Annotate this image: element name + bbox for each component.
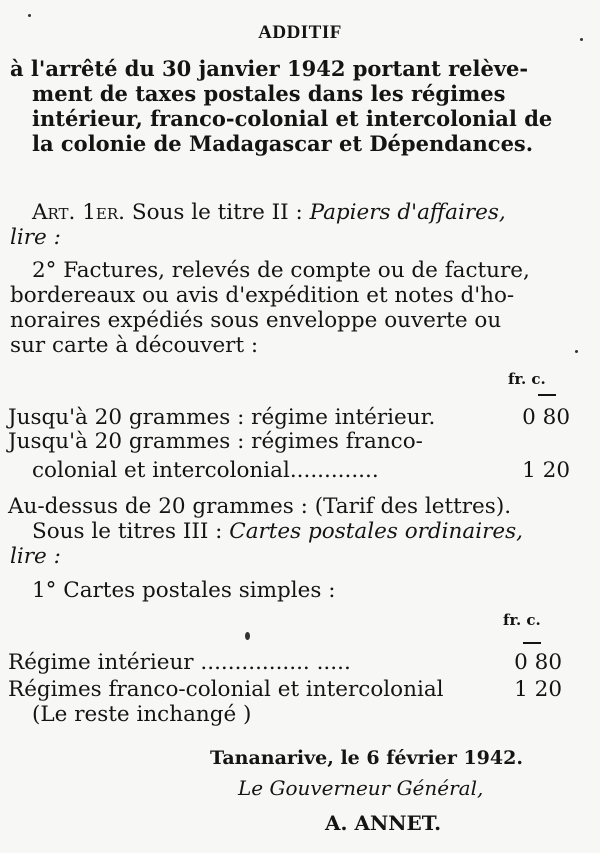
intro-line: ment de taxes postales dans les régimes [32, 81, 506, 106]
intro-line: intérieur, franco-colonial et intercolonial de [32, 106, 553, 131]
article-1 [10, 200, 570, 250]
print-speck [28, 14, 31, 17]
currency-header: fr. c. [508, 370, 546, 388]
tariff-label: Jusqu'à 20 grammes : régimes franco- [8, 429, 423, 454]
tariff-row [8, 458, 570, 483]
tariff-amount: 0 80 [522, 405, 570, 430]
tariff-row [8, 650, 570, 675]
item-line: sur carte à découvert : [10, 333, 259, 358]
tariff-row [8, 677, 570, 702]
tariff-note: (Le reste inchangé ) [32, 702, 252, 727]
tariff-label: colonial et intercolonial............. [32, 458, 379, 483]
currency-header: fr. c. [503, 611, 541, 629]
article-text: Sous le titre II : [131, 200, 303, 225]
item-line: bordereaux ou avis d'expédition et notes d'ho- [10, 283, 515, 308]
intro-line: à l'arrêté du 30 janvier 1942 portant relève- [10, 56, 529, 81]
item-1-heading: 1° Cartes postales simples : [32, 578, 336, 603]
print-speck [575, 350, 578, 353]
intro-paragraph [10, 56, 570, 156]
tariff-amount: 1 20 [514, 677, 562, 702]
tariff-amount: 1 20 [522, 458, 570, 483]
tariff-row [8, 429, 570, 454]
signature-role: Le Gouverneur Général, [238, 776, 484, 800]
article-text: Sous le titres III : [32, 519, 223, 544]
article-title: Cartes postales ordinaires, [229, 519, 523, 544]
tariff-label: Régime intérieur ................ ..... [8, 650, 351, 675]
item-line: noraires expédiés sous enveloppe ouverte ou [10, 308, 502, 333]
header-dash [523, 642, 541, 644]
print-speck [580, 38, 583, 41]
tariff-row [8, 405, 570, 430]
tariff-label: Régimes franco-colonial et intercolonial [8, 677, 444, 702]
header-dash [538, 394, 556, 396]
signature-name: A. ANNET. [325, 811, 442, 835]
intro-line: la colonie de Madagascar et Dépendances. [32, 131, 534, 156]
print-speck [245, 632, 250, 640]
item-line: 2° Factures, relevés de compte ou de facture, [32, 258, 530, 283]
tariff-amount: 0 80 [514, 650, 562, 675]
article-label: Art. 1er. [32, 200, 125, 225]
article-lire: lire : [10, 225, 61, 250]
item-2-paragraph [10, 258, 570, 358]
article-lire: lire : [10, 544, 61, 569]
signature-place-date: Tananarive, le 6 février 1942. [210, 747, 523, 769]
tariff-label: Jusqu'à 20 grammes : régime intérieur. [8, 405, 436, 430]
article-titre-3 [10, 519, 570, 569]
article-title: Papiers d'affaires, [309, 200, 506, 225]
document-title: ADDITIF [258, 22, 342, 43]
tariff-note: Au-dessus de 20 grammes : (Tarif des lettres). [8, 494, 512, 519]
